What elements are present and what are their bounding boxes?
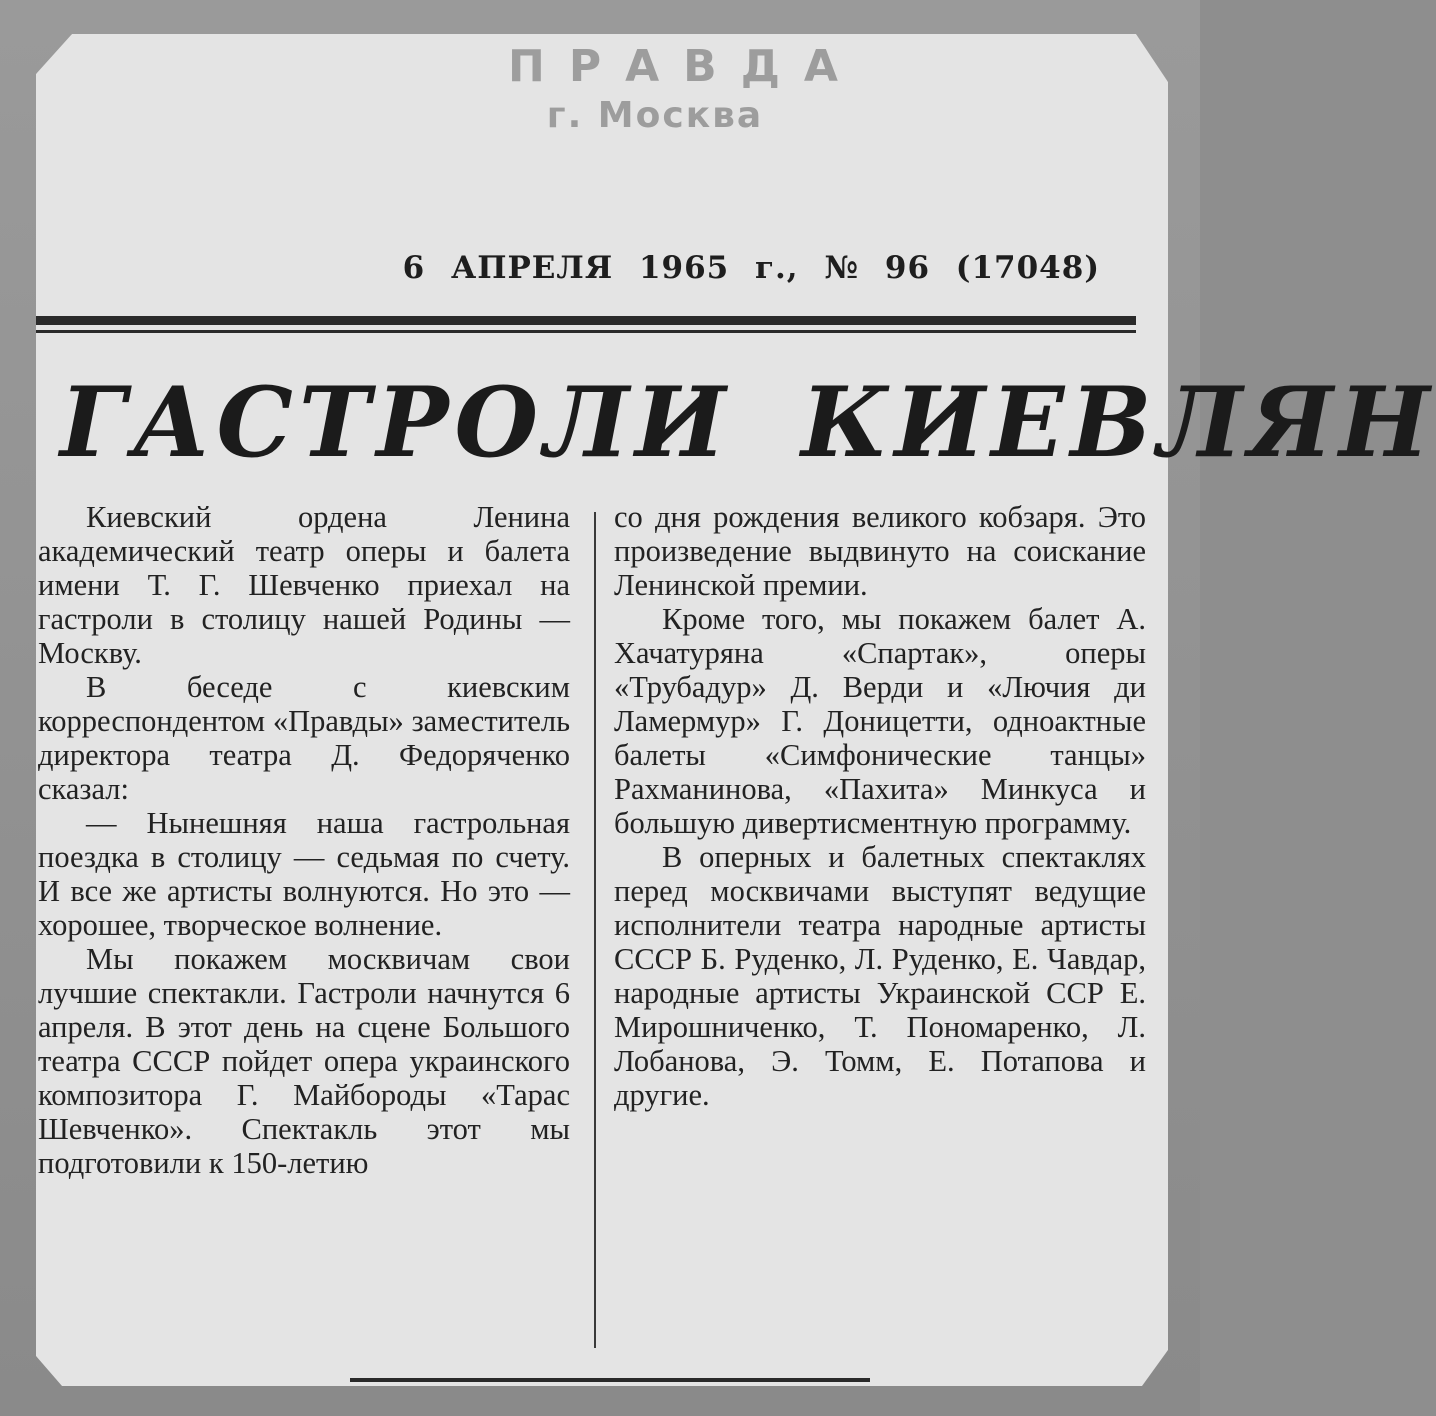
article-paragraph-continuation: со дня рождения великого кобзаря. Это произведение выдвинуто на соискание Ленинской премии. bbox=[614, 500, 1146, 602]
stamp-newspaper-name: ПРАВДА bbox=[508, 41, 862, 92]
issue-dateline: 6 АПРЕЛЯ 1965 г., № 96 (17048) bbox=[402, 250, 1100, 286]
article-headline: ГАСТРОЛИ КИЕВЛЯН bbox=[60, 366, 1436, 479]
article-column-right bbox=[614, 500, 1146, 1112]
header-rule-thick bbox=[36, 316, 1136, 325]
archive-stamp bbox=[495, 40, 875, 138]
stamp-city: г. Москва bbox=[546, 95, 764, 136]
article-paragraph: В оперных и балетных спектаклях перед москвичами выступят ведущие исполнители театра народные артисты СССР Б. Руденко, Л. Руденко, Е. Чавдар, народные артисты Украинской ССР Е. Мирошниченко, Т. Пономаренко, Л. Лобанова, Э. Томм, Е. Потапова и другие. bbox=[614, 840, 1146, 1112]
article-paragraph: В беседе с киевским корреспондентом «Правды» заместитель директора театра Д. Федоряченко сказал: bbox=[38, 670, 570, 806]
article-paragraph: — Нынешняя наша гастрольная поездка в столицу — седьмая по счету. И все же артисты волнуются. Но это — хорошее, творческое волнение. bbox=[38, 806, 570, 942]
article-column-left bbox=[38, 500, 570, 1180]
header-rule-thin bbox=[36, 330, 1136, 333]
column-divider bbox=[594, 512, 596, 1348]
footer-rule bbox=[350, 1378, 870, 1382]
article-paragraph: Кроме того, мы покажем балет А. Хачатуряна «Спартак», оперы «Трубадур» Д. Верди и «Лючия ди Ламермур» Г. Доницетти, одноактные балеты «Симфонические танцы» Рахманинова, «Пахита» Минкуса и большую дивертисментную программу. bbox=[614, 602, 1146, 840]
article-paragraph: Киевский ордена Ленина академический театр оперы и балета имени Т. Г. Шевченко приехал на гастроли в столицу нашей Родины — Москву. bbox=[38, 500, 570, 670]
article-paragraph: Мы покажем москвичам свои лучшие спектакли. Гастроли начнутся 6 апреля. В этот день на сцене Большого театра СССР пойдет опера украинского композитора Г. Майбороды «Тарас Шевченко». Спектакль этот мы подготовили к 150-летию bbox=[38, 942, 570, 1180]
